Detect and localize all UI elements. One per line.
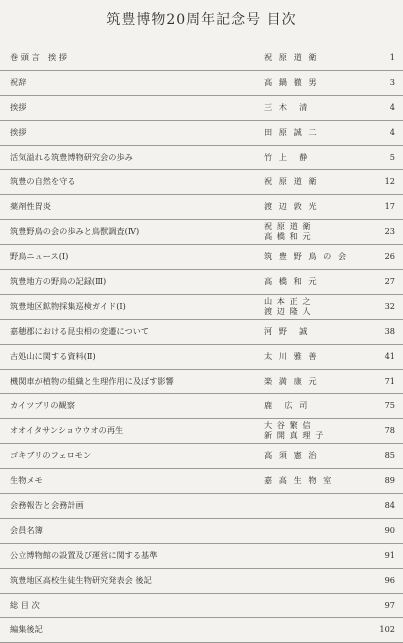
toc-entry-page: 78 — [384, 425, 395, 436]
toc-row — [0, 569, 403, 594]
toc-entry-title: 嘉穂郡における昆虫相の変遷について — [10, 325, 150, 336]
toc-entry-title: 挨拶 — [10, 101, 27, 112]
author-name: 高 橋 和 元 — [264, 276, 319, 287]
toc-row — [0, 71, 403, 96]
toc-entry-author — [264, 400, 340, 411]
toc-row — [0, 419, 403, 444]
toc-entry-title: 野鳥ニュース(Ⅰ) — [10, 251, 69, 262]
toc-entry-page: 27 — [384, 276, 395, 287]
author-name: 高 橋 和 元 — [264, 231, 312, 242]
toc-entry-author — [264, 221, 340, 241]
toc-entry-title: 筑豊地区鉱物採集巡検ガイド(Ⅰ) — [10, 300, 126, 311]
toc-entry-author — [264, 376, 340, 387]
toc-entry-title: 巻 頭 言 挨 拶 — [10, 52, 67, 62]
toc-row — [0, 370, 403, 395]
toc-entry-title: 筑豊の自然を守る — [10, 176, 76, 187]
author-name: 嘉 高 生 物 室 — [264, 475, 334, 486]
toc-row — [0, 594, 403, 619]
toc-row — [0, 46, 403, 71]
toc-entry-title: 会員名簿 — [10, 524, 43, 535]
page-title: 筑豊博物20周年記念号 目次 — [106, 12, 297, 28]
author-name: 太 川 雅 善 — [264, 350, 319, 361]
toc-entry-title: 総 目 次 — [10, 599, 40, 610]
table-of-contents — [0, 46, 403, 643]
toc-entry-page: 96 — [384, 574, 395, 585]
toc-entry-page: 17 — [384, 201, 395, 212]
toc-row — [0, 220, 403, 245]
toc-entry-author — [264, 152, 340, 163]
toc-entry-page: 26 — [384, 251, 395, 262]
author-name: 高 須 憲 治 — [264, 450, 319, 461]
toc-entry-author — [264, 296, 340, 316]
toc-row — [0, 146, 403, 171]
toc-row — [0, 519, 403, 544]
toc-entry-page: 12 — [384, 176, 395, 187]
toc-entry-author — [264, 251, 349, 262]
toc-entry-page: 23 — [384, 226, 395, 237]
toc-entry-author — [264, 276, 340, 287]
toc-entry-title: ゴキブリのフェロモン — [10, 450, 92, 461]
author-name: 高 鍋 徹 男 — [264, 76, 319, 87]
toc-row — [0, 96, 403, 121]
toc-entry-page: 4 — [389, 126, 395, 137]
toc-row — [0, 195, 403, 220]
toc-row — [0, 121, 403, 146]
toc-entry-author — [264, 176, 340, 187]
toc-row — [0, 320, 403, 345]
toc-entry-author — [264, 420, 340, 440]
toc-row — [0, 469, 403, 494]
toc-entry-page: 32 — [384, 300, 395, 311]
toc-row — [0, 494, 403, 519]
toc-entry-title: 古処山に関する資料(Ⅱ) — [10, 350, 96, 361]
toc-entry-page: 41 — [384, 350, 395, 361]
author-name: 山 本 正 之 — [264, 295, 312, 306]
toc-row — [0, 170, 403, 195]
toc-entry-page: 71 — [384, 375, 395, 386]
toc-entry-page: 5 — [389, 151, 395, 162]
author-name: 三 木 清 — [264, 101, 310, 112]
toc-entry-title: 筑豊地区高校生徒生物研究発表会 後記 — [10, 574, 152, 585]
toc-row — [0, 245, 403, 270]
author-name: 楽 満 康 元 — [264, 375, 319, 386]
toc-entry-page: 4 — [389, 101, 395, 112]
author-name: 鹿 広 司 — [264, 400, 310, 411]
author-name: 竹 上 静 — [264, 151, 310, 162]
author-name: 河 野 誠 — [264, 325, 310, 336]
toc-entry-page: 90 — [384, 524, 395, 535]
toc-entry-title: 筑豊野鳥の会の歩みと鳥獣調査(Ⅳ) — [10, 226, 140, 237]
toc-entry-page: 85 — [384, 450, 395, 461]
author-name: 祝 原 道 衛 — [264, 52, 319, 62]
toc-entry-page: 97 — [384, 599, 395, 610]
toc-entry-author — [264, 475, 340, 486]
toc-entry-page: 84 — [384, 500, 395, 511]
toc-row — [0, 544, 403, 569]
toc-entry-author — [264, 450, 340, 461]
author-name: 渡 辺 敦 光 — [264, 201, 319, 212]
toc-entry-title: カイツブリの観察 — [10, 400, 75, 411]
toc-entry-title: 筑豊地方の野鳥の記録(Ⅲ) — [10, 276, 107, 287]
author-name: 筑 豊 野 鳥 の 会 — [264, 251, 349, 262]
toc-entry-title: 編集後記 — [10, 624, 43, 635]
toc-entry-title: 薬剤性胃炎 — [10, 201, 51, 212]
author-name: 祝 原 道 衛 — [264, 176, 319, 187]
toc-entry-title: 会務報告と会務計画 — [10, 500, 84, 511]
toc-entry-author — [264, 127, 340, 138]
toc-entry-author — [264, 77, 340, 88]
toc-row — [0, 270, 403, 295]
toc-entry-title: 挨拶 — [10, 126, 27, 137]
author-name: 祝 原 道 衛 — [264, 221, 312, 232]
toc-row — [0, 444, 403, 469]
author-name: 渡 辺 隆 人 — [264, 305, 312, 316]
toc-entry-title: 活気溢れる筑豊博物研究会の歩み — [10, 151, 133, 162]
toc-entry-title: オオイタサンショウウオの再生 — [10, 425, 124, 436]
toc-row — [0, 295, 403, 320]
toc-entry-page: 1 — [389, 52, 395, 62]
toc-row — [0, 394, 403, 419]
toc-entry-page: 89 — [384, 475, 395, 486]
author-name: 新 開 真 理 子 — [264, 430, 325, 441]
toc-entry-author — [264, 351, 340, 362]
toc-entry-title: 公立博物館の設置及び運営に関する基準 — [10, 549, 158, 560]
toc-row — [0, 345, 403, 370]
toc-entry-page: 3 — [389, 76, 395, 87]
toc-row — [0, 618, 403, 643]
toc-entry-page: 91 — [384, 549, 395, 560]
author-name: 田 原 誠 二 — [264, 126, 319, 137]
toc-entry-title: 機関車が植物の組織と生理作用に及ぼす影響 — [10, 375, 174, 386]
author-name: 大 谷 繁 信 — [264, 420, 312, 431]
toc-entry-author — [264, 52, 340, 63]
toc-entry-title: 生物メモ — [10, 475, 43, 486]
toc-entry-author — [264, 102, 340, 113]
toc-entry-page: 75 — [384, 400, 395, 411]
toc-entry-author — [264, 201, 340, 212]
toc-entry-title: 祝辞 — [10, 76, 27, 87]
toc-entry-page: 38 — [384, 325, 395, 336]
toc-entry-page: 102 — [379, 624, 395, 635]
toc-entry-author — [264, 326, 340, 337]
